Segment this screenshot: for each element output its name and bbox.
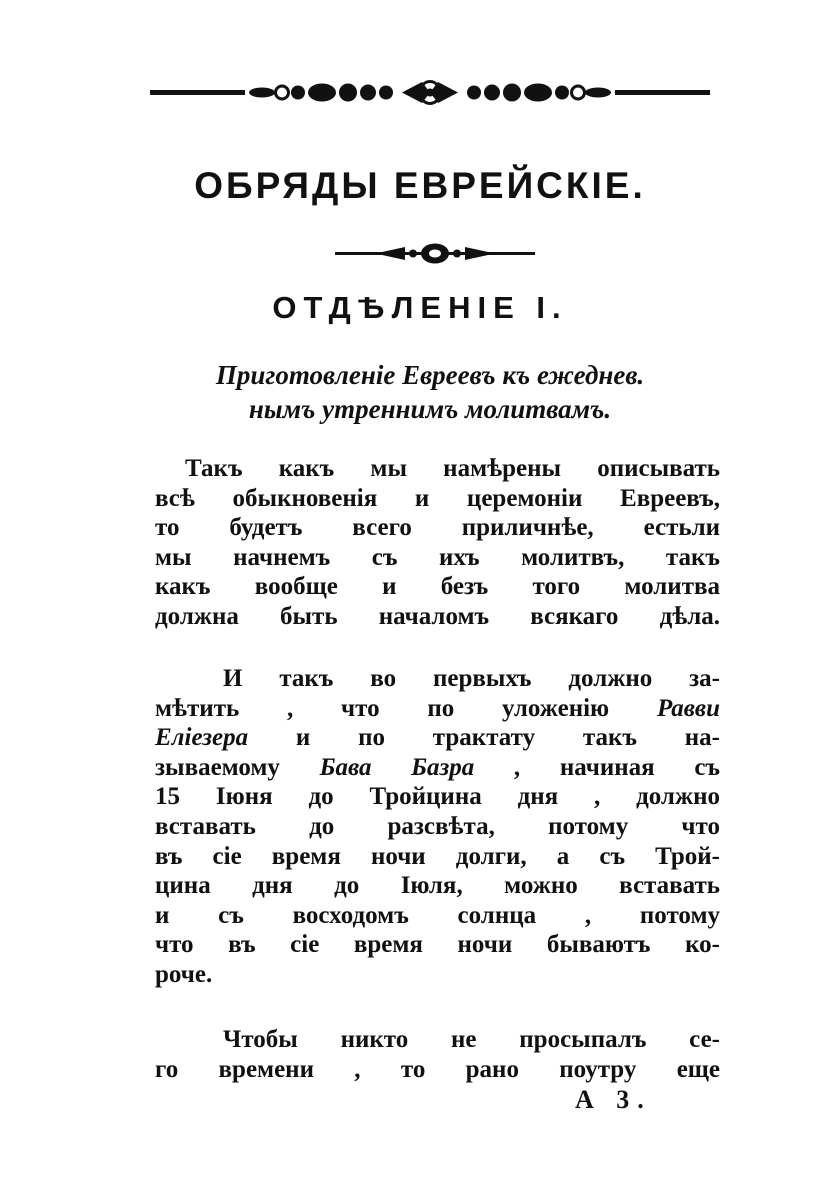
text-line: мѣтить , что по уложенію Равви <box>155 694 720 722</box>
heading-line: нымъ утреннимъ молитвамъ. <box>248 394 612 424</box>
page-title: ОБРЯДЫ ЕВРЕЙСКІЕ. <box>194 165 646 206</box>
text-line: цина дня до Іюля, можно вставать <box>155 872 720 900</box>
section-heading: ОТДѢЛЕНІЕ I. <box>272 290 568 325</box>
paragraph-2 <box>155 664 720 990</box>
text-line: 15 Іюня до Тройцина дня , должно <box>155 783 720 811</box>
heading-line: Приготовленіе Евреевъ къ ежеднев. <box>215 360 645 390</box>
top-ornament-rule <box>150 72 710 112</box>
text-line: роче. <box>155 960 213 988</box>
text-line: го времени , то рано поутру еще <box>155 1055 720 1083</box>
signature-mark: А 3. <box>575 1085 652 1114</box>
chapter-heading <box>150 358 710 426</box>
text-line: и съ восходомъ солнца , потому <box>155 901 720 929</box>
text-line: Чтобы никто не просыпалъ се- <box>223 1026 720 1053</box>
text-line: какъ вообще и безъ того молитва <box>155 573 720 601</box>
paragraph-3 <box>155 1025 720 1084</box>
name-eliezer: Еліезера <box>155 724 249 752</box>
paragraph-1 <box>155 454 720 632</box>
text-line: Еліезера и по трактату такъ на- <box>155 724 720 752</box>
text-line: въ сіе время ночи долги, а съ Трой- <box>155 842 720 870</box>
text-line: то будетъ всего приличнѣе, естьли <box>155 514 720 542</box>
name-ravvi: Равви <box>656 694 720 722</box>
middle-ornament-rule <box>335 242 535 266</box>
text-line: мы начнемъ съ ихъ молитвъ, такъ <box>155 543 720 571</box>
text-line: Такъ какъ мы намѣрены описывать <box>185 455 720 482</box>
text-line: всѣ обыкновенія и церемоніи Евреевъ, <box>155 484 720 512</box>
title-bava-bazra: Бава Базра <box>319 753 475 781</box>
text-line: И такъ во первыхъ должно за- <box>223 665 720 692</box>
text-line: зываемому Бава Базра , начиная съ <box>155 753 721 781</box>
text-line: вставать до разсвѣта, потому что <box>155 812 720 840</box>
text-line: должна быть началомъ всякаго дѣла. <box>155 602 720 630</box>
text-line: что въ сіе время ночи бываютъ ко- <box>155 931 720 959</box>
